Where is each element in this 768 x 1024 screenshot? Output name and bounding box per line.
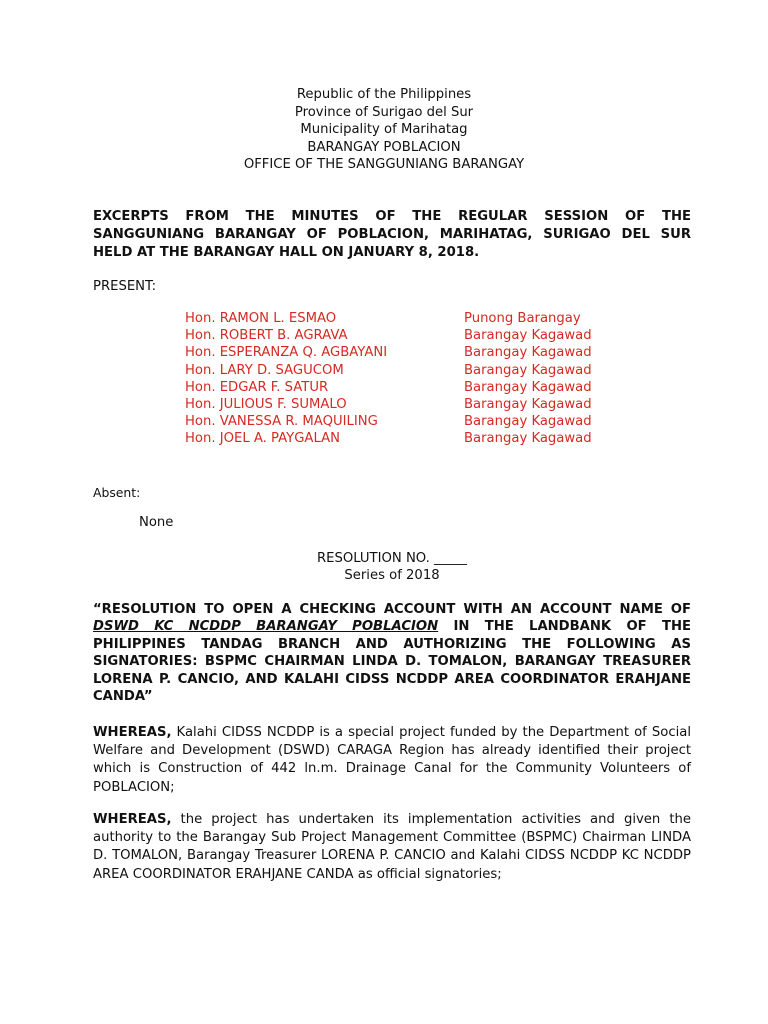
whereas-text: Kalahi CIDSS NCDDP is a special project funded by the Department of Social Welfare and Development (DSWD) CARAGA Region has already identified their project which is Construction of 442 ln.m. Drainage Canal for the Community Volunteers of POBLACION; bbox=[93, 725, 691, 795]
member-role: Barangay Kagawad bbox=[464, 414, 592, 430]
header-office: OFFICE OF THE SANGGUNIANG BARANGAY bbox=[243, 157, 525, 173]
present-members-list bbox=[185, 310, 665, 448]
member-role: Barangay Kagawad bbox=[464, 397, 592, 413]
resolution-title bbox=[93, 601, 691, 705]
resolution-series: Series of 2018 bbox=[344, 568, 440, 583]
header-municipality: Municipality of Marihatag bbox=[300, 122, 468, 138]
absent-label: Absent: bbox=[93, 485, 141, 500]
document-header bbox=[0, 86, 768, 174]
header-province: Province of Surigao del Sur bbox=[294, 104, 474, 120]
header-country: Republic of the Philippines bbox=[296, 87, 472, 102]
excerpt-paragraph: EXCERPTS FROM THE MINUTES OF THE REGULAR SESSION OF THE SANGGUNIANG BARANGAY OF POBLACION, MARIHATAG, SURIGAO DEL SUR HELD AT THE BARANGAY HALL ON JANUARY 8, 2018. bbox=[93, 209, 691, 261]
member-name: Hon. LARY D. SAGUCOM bbox=[185, 362, 344, 378]
member-row bbox=[185, 362, 665, 379]
member-name: Hon. JULIOUS F. SUMALO bbox=[185, 397, 347, 413]
title-part-1: “RESOLUTION TO OPEN A CHECKING ACCOUNT WITH AN ACCOUNT NAME OF bbox=[93, 602, 691, 617]
member-role: Barangay Kagawad bbox=[464, 379, 592, 395]
member-row bbox=[185, 396, 665, 413]
member-name: Hon. ROBERT B. AGRAVA bbox=[185, 328, 348, 344]
member-role: Barangay Kagawad bbox=[464, 362, 592, 378]
whereas-label: WHEREAS, bbox=[93, 812, 172, 827]
whereas-text: the project has undertaken its implementation activities and given the authority to the Barangay Sub Project Management Committee (BSPMC) Chairman LINDA D. TOMALON, Barangay Treasurer LORENA P. CANCIO and Kalahi CIDSS NCDDP KC NCDDP AREA COORDINATOR ERAHJANE CANDA as official signatories; bbox=[93, 812, 691, 882]
whereas-label: WHEREAS, bbox=[93, 725, 172, 740]
resolution-number: RESOLUTION NO. _____ bbox=[316, 551, 468, 566]
member-row bbox=[185, 413, 665, 430]
member-row bbox=[185, 310, 665, 327]
whereas-paragraph bbox=[93, 724, 691, 797]
member-name: Hon. RAMON L. ESMAO bbox=[185, 311, 337, 326]
member-name: Hon. JOEL A. PAYGALAN bbox=[185, 431, 340, 447]
member-row bbox=[185, 379, 665, 396]
member-role: Punong Barangay bbox=[464, 311, 581, 326]
resolution-heading bbox=[0, 550, 768, 584]
member-role: Barangay Kagawad bbox=[464, 328, 592, 344]
member-name: Hon. VANESSA R. MAQUILING bbox=[185, 414, 378, 430]
member-role: Barangay Kagawad bbox=[464, 345, 592, 361]
member-row bbox=[185, 327, 665, 344]
present-label: PRESENT: bbox=[93, 279, 157, 294]
whereas-paragraph bbox=[93, 811, 691, 884]
title-part-2: IN THE LANDBANK OF THE PHILIPPINES TANDAG BRANCH AND AUTHORIZING THE FOLLOWING AS SIGNATORIES: BSPMC CHAIRMAN LINDA D. TOMALON, BARANGAY TREASURER LORENA P. CANCIO, AND KALAHI CIDSS NCDDP AREA COORDINATOR ERAHJANE CANDA” bbox=[93, 619, 692, 705]
member-name: Hon. ESPERANZA Q. AGBAYANI bbox=[185, 345, 388, 361]
member-row bbox=[185, 344, 665, 361]
absent-value: None bbox=[139, 515, 174, 530]
header-barangay: BARANGAY POBLACION bbox=[307, 139, 461, 155]
member-row bbox=[185, 430, 665, 447]
account-name: DSWD KC NCDDP BARANGAY POBLACION bbox=[93, 619, 439, 635]
member-role: Barangay Kagawad bbox=[464, 431, 592, 447]
member-name: Hon. EDGAR F. SATUR bbox=[185, 379, 329, 395]
